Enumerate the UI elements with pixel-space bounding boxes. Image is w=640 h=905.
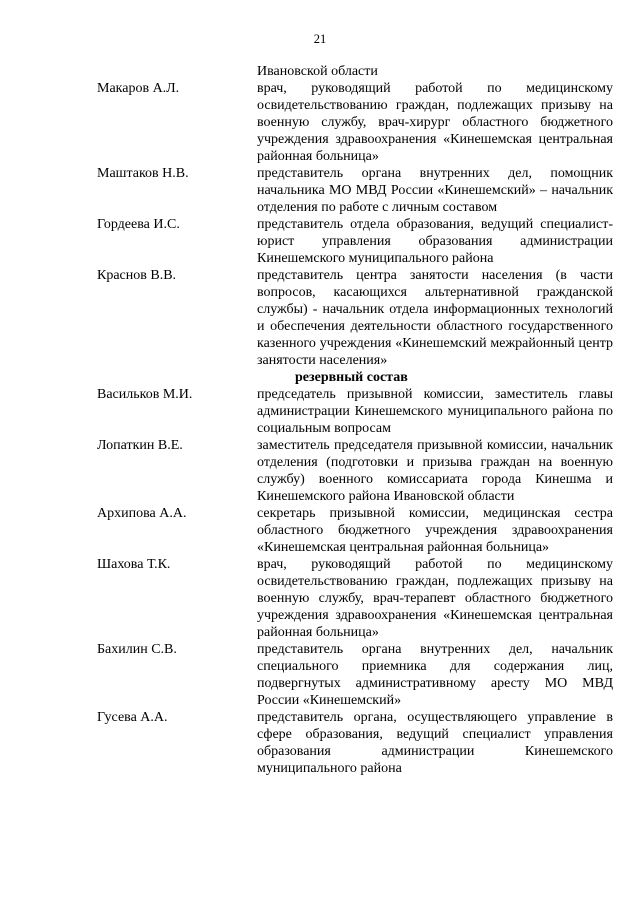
member-name: Архипова А.А. (97, 506, 187, 521)
member-role: врач, руководящий работой по медицинскому освидетельствованию граждан, подлежащих призыву на военную службу, врач-хирург областного бюджетного учреждения здравоохранения «Кинешемская центральная районная больница» (257, 81, 613, 164)
member-name: Маштаков Н.В. (97, 166, 189, 181)
reserve-entry (97, 505, 613, 556)
reserve-entry (97, 709, 613, 777)
member-role: представитель органа внутренних дел, начальник специального приемника для содержания лиц, подвергнутых административному аресту МО МВД России «Кинешемский» (257, 642, 613, 708)
reserve-entry (97, 641, 613, 709)
member-role: представитель органа, осуществляющего управление в сфере образования, ведущий специалист управления образования администрации Кинешемского муниципального района (257, 710, 613, 776)
reserve-entry (97, 386, 613, 437)
member-name: Макаров А.Л. (97, 81, 180, 96)
member-entry (97, 267, 613, 369)
member-entry (97, 80, 613, 165)
member-name: Шахова Т.К. (97, 557, 171, 572)
member-name: Лопаткин В.Е. (97, 438, 183, 453)
reserve-entry (97, 437, 613, 505)
member-list (97, 80, 613, 777)
member-name: Васильков М.И. (97, 387, 193, 402)
member-role: представитель отдела образования, ведущий специалист-юрист управления образования администрации Кинешемского муниципального района (257, 217, 613, 266)
page-number: 21 (313, 32, 327, 46)
member-entry (97, 216, 613, 267)
member-name: Бахилин С.В. (97, 642, 177, 657)
member-role: представитель центра занятости населения (в части вопросов, касающихся альтернативной гражданской службы) - начальник отдела информационных технологий и обеспечения деятельности областного государственного казенного учреждения «Кинешемский межрайонный центр занятости населения» (257, 268, 613, 368)
member-role: председатель призывной комиссии, заместитель главы администрации Кинешемского муниципального района по социальным вопросам (257, 387, 613, 436)
member-name: Гусева А.А. (97, 710, 168, 725)
member-entry (97, 165, 613, 216)
member-role: секретарь призывной комиссии, медицинская сестра областного бюджетного учреждения здравоохранения «Кинешемская центральная районная больница» (257, 506, 613, 555)
reserve-heading: резервный состав (295, 370, 408, 385)
member-name: Краснов В.В. (97, 268, 177, 283)
member-role: представитель органа внутренних дел, помощник начальника МО МВД России «Кинешемский» – начальник отделения по работе с личным составом (257, 166, 613, 215)
member-name: Гордеева И.С. (97, 217, 180, 232)
reserve-entry (97, 556, 613, 641)
member-role: заместитель председателя призывной комиссии, начальник отделения (подготовки и призыва граждан на военную службу) военного комиссариата города Кинешма и Кинешемского района Ивановской области (257, 438, 613, 504)
member-role: врач, руководящий работой по медицинскому освидетельствованию граждан, подлежащих призыву на военную службу, врач-терапевт областного бюджетного учреждения здравоохранения «Кинешемская центральная районная больница» (257, 557, 613, 640)
lead-text: Ивановской области (257, 64, 378, 79)
